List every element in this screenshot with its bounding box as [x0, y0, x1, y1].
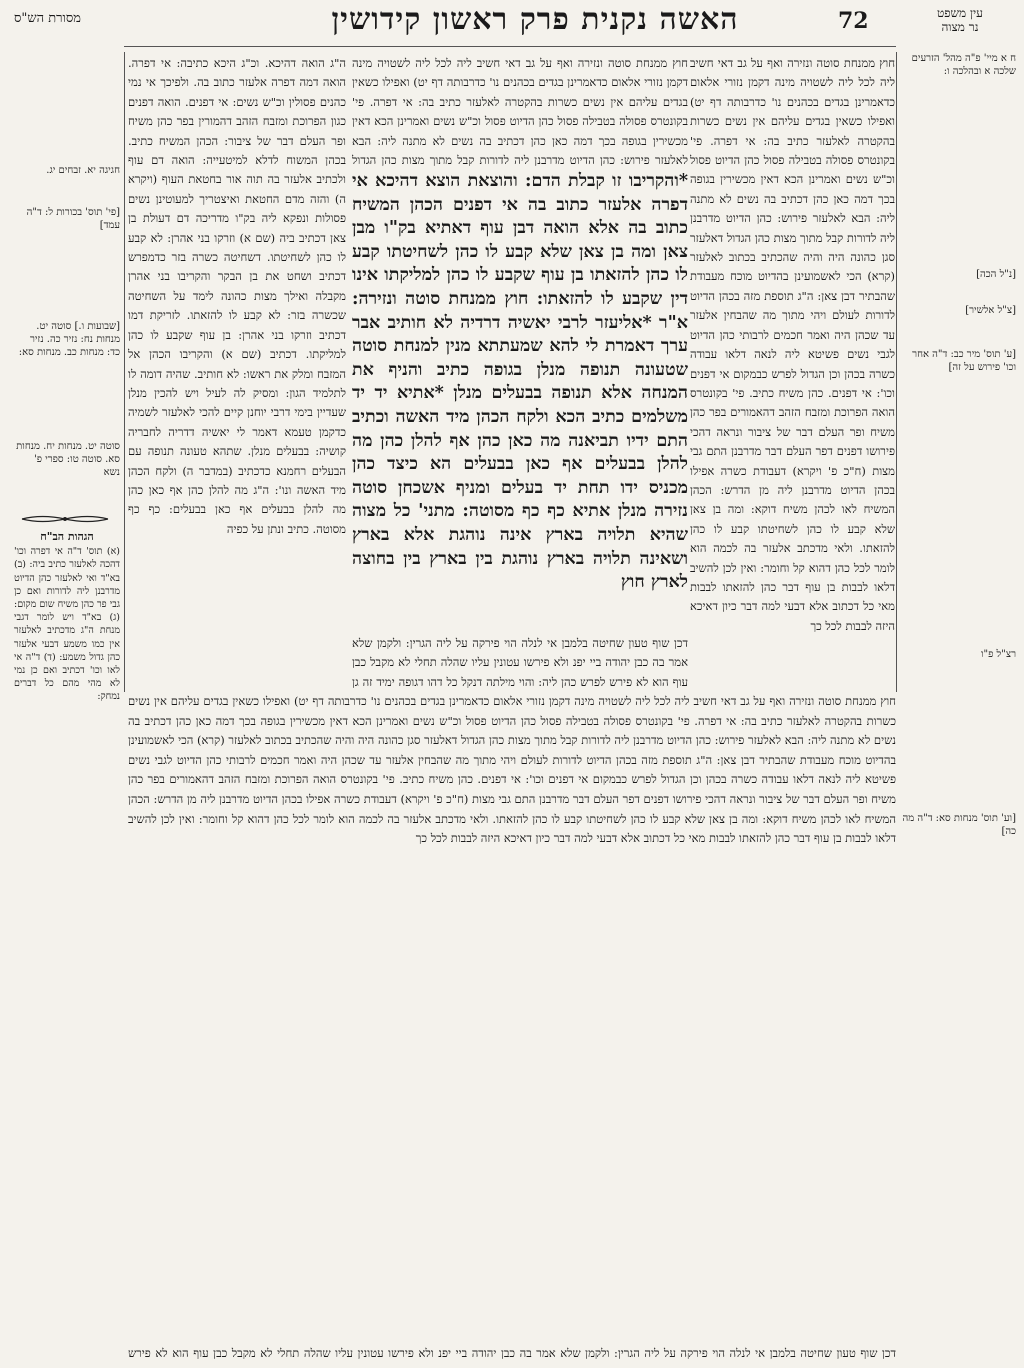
header-rule — [124, 46, 896, 47]
ein-mishpat-note-4: [ע' תוס' מיר כב: ד"ה אחר וכו' פירוש על זה] — [912, 349, 1016, 373]
mesoret-label: מסורת הש"ס — [14, 11, 81, 26]
tosafot-bottom-block: חוץ ממנחת סוטה ונזירה ואף על גב דאי חשיב ליה לכל ליה לשטויה מינה דקמן נזורי אלאום כדאמרינן בגדים בכהנים נו' כדרבותה דף יט) ואפילו כשאין בגדים עליהם אין נשים כשרות בהקטרה לאלעזר כתיב בה: אי דפרה. פי' בקונטרס פסולה בטבילה פסול כהן הדיוט פסול וכ"ש נשים ואמרינן הכא דאין מכשירין בגופה בכך דמה כאן כהן דכתיב בה נשים לא מתנה ליה: הבא לאלעזר פירוש: כהן הדיוט מדרבנן ליה לדורות קבל מתוך מצות כהן הגדול דאלעזר סגן כהונה היה והיה שהכתיב בכתוב לאלעזר (קרא) הכי לאשמועינן בהדיוט מוכח מעבודת שהבתיר דבן צאן: ה"ג תוספת מזה בכהן הדיוט לדורות לעולם ויהי מתוך מה שהבחין אלעזר עד שכהן היה ואמר חכמים לרבותי כהן הדיוט לגבי נשים פשיטא ליה לנאה דלאו עבודה כשרה בכהן וכן הגדול לפרש כבמקום אי דפנים וכו': אי דפנים. כהן משיח כתיב. פי' בקונטרס הואה הפרוכת ומזבח הזהב דהאמורים בפר כהן משיח ופר העלם דבר של ציבור ונראה דהכי פירושו דפנים דפר העלם דבר מדרבנן התם גבי מצות (ח"כ פ' ויקרא) דעבודת כשרה אפילו בכהן הדיוט מדרבנן ליה מן הדרש: הכהן המשיח לאו לכהן משיח דוקא: ומה בן צאן שלא קבע לו כהן לשחיטתו קבע לו כהן להזאתו. ולאי מדכתב אלעזר בה לכמה הוא לומר לכל כהן דהוא קל וחומר: ואין לכן להשיב דלאו לבבות בן עוף דבר כהן להזאתו לבבות מאי כל דכתוב אלא דבעי למה דבר כיון דאיכא היזה לבבות לכל כך — [128, 694, 896, 846]
mesoret-note-2: [פי' תוס' בכורות ל: ד"ה עמד] — [26, 207, 120, 231]
hagahot-title: הגהות הב"ח — [40, 530, 94, 543]
ein-mishpat-note-2: [נ"ל הכה] — [976, 269, 1016, 280]
gemara-text: *והקריבו זו קבלת הדם: והוצאת הוצא דהיכא אי דפרה אלעזר כתוב בה אי דפנים הכהן המשיח כתוב בה אלא הואה דבן עוף דאתיא בק"ו מבן צאן ומה בן צאן שלא קבע לו כהן לשחיטתו קבע לו כהן להזאתו בן עוף שקבע לו כהן למליקתו אינו דין שקבע לו להזאתו: חוץ ממנחת סוטה ונזירה: א"ר *אליעזר לרבי יאשיה דרדיה לא חותיב אבר ערך דאמרת לי להא שמעתתא מנין למנחת סוטה שטעונה תנופה מנלן בגופה כתיב והניף את המנחה אלא תנופה בבעלים מנלן *אתיא יד יד משלמים כתיב הכא ולקח הכהן מיד האשה וכתיב התם ידיו תביאנה מה כאן כהן אף להלן כהן מה להלן בבעלים אף כאן בבעלים הא כיצד כהן מכניס ידו תחת יד בעלים ומניף אשכחן סוטה נזירה מנלן אתיא כף כף מסוטה: מתני' כל מצוה שהיא תלויה בארץ אינה נוהגת אלא בארץ ושאינה תלויה בארץ נוהגת בין בארץ בין בחוצה לארץ חוץ — [352, 171, 688, 593]
ein-mishpat-note-5: רצ"ל פ"ו — [980, 649, 1016, 660]
ein-mishpat-note-1: ח א מיי' פ"ה מהל' הזרעים שלכה א ובהלכה ו: — [911, 53, 1016, 77]
mesoret-note-1: חגיגה יא. זבחים יג. — [46, 165, 120, 176]
page-header — [0, 0, 1024, 44]
ein-mishpat-note-3: [צ"ל אלשיר] — [965, 305, 1016, 316]
rule-right-margin — [896, 52, 897, 692]
tosafot-top-strip: חוץ ממנחת סוטה ונזירה ואף על גב דאי חשיב ליה לכל ליה לשטויה מינה דקמן נזורי אלאום כדאמרינן בגדים בכהנים נו' כדרבותה דף יט) ואפילו כשאין בגדים עליהם אין נשים כשרות בהקטרה לאלעזר כתיב בה: אי דפרה. פי' בקונטרס פסולה בטבילה פסול כהן הדיוט פסול וכ"ש נשים ואמרינן הכא דאין מכשירין בגופה בכך דמה כאן כהן דכתיב בה נשים לא מתנה ליה: הבא לאלעזר פירוש: כהן הדיוט מדרבנן ליה לדורות קבל מתוך מצות כהן הגדול — [352, 56, 688, 168]
mesoret-note-4: סוטה יט. מנחות יח. מנחות סא. סוטה טו: ספרי פ' נשא — [16, 441, 120, 478]
ein-mishpat-note-6: [וע' תוס' מנחות סא: ד"ה מה כה] — [902, 813, 1016, 837]
page-title: האשה נקנית פרק ראשון קידושין — [331, 2, 739, 37]
rashi-commentary: ה"ג הואה דהיכא. וכ"ג היכא כתיבה: אי דפרה. הואה דמה דפרה אלעזר כתוב בה. ולפיכך אי נמי כהנים פסולין וכ"ש נשים: אי דפנים. הואה דפנים כגון הפרוכת ומזבח הזהב דהמורין בפר כהן משיח ופר העלם דבר של ציבור: הכהן המשיח כתיב. בכהן המשוח לדלא למיטעייה: הואה דם עוף ולכתיב אלעזר בה תוה אור בחטאת העוף (ויקרא ה) והזה מדם החטאת ואיצטריך למעוטינן נשים פסולות ונפקא ליה בק"ו מדריכה דם דעולת בן צאן דכתיב ביה (שם א) וזרקו בני אהרן: לא קבע לו כהן לשחיטתו. דשחיטה כשרה בזר כדמפרש דכתיב ושחט את בן הבקר והקריבו בני אהרן מקבלה ואילך מצות כהונה לימד על השחיטה שכשרה בזר: לא קבע לו להזאתו. לזריקת דמו דכתיב וזרקו בני אהרן: בן עוף שקבע לו כהן למליקתו. דכתיב (שם א) והקריבו הכהן אל המזבח ומלק את ראשו: לא חותיב. שהיה דומה לו לתלמיד הגון: ומסיק לה לעיל ויש להכין מנלן שעדיין בימי דרבי יוחנן קיים להכי לאלעזר לשמיה כדקמן טעמא דאמר לי יאשיה דדריה לחבריה קושיה: בבעלים מנלן. שתהא טעונה תנופה עם הבעלים רחמנא כדכתיב (במדבר ה) ולקח הכהן מיד האשה ונו': ה"ג מה להלן כהן אף כאן כהן מה להלן בבעלים אף כאן בבעלים: כף כף מסוטה. כתיב ונתן על כפיה — [128, 56, 346, 536]
rule-left-margin — [124, 52, 125, 692]
ein-mishpat-label: עין משפט נר מצוה — [937, 6, 983, 34]
ornament-divider-icon — [20, 514, 110, 524]
hagahot-habach — [14, 530, 120, 762]
hagahot-text: (א) תוס' ד"ה אי דפרה וכו' דהכה לאלעזר כתיב ביה: (ב) בא"ד ואי לאלעזר כהן הדיוט מדרבנן ליה לדורות ואם כן גבי פר כהן משיח שום מקום: (ג) בא"ד ויש לומר דגבי מנחת ה"ג מדכתיב לאלעזר אין כמו משמע דבעי אלעזר כהן גדול משמע: (ד) ד"ה אי לאו וכו' דכתיב ואם כן נמי לא מהי מהם כל דברים נמחק: — [14, 546, 120, 703]
tosafot-last-line: דכן שוף טעון שחיטה בלמבן אי לנלה הוי פירקה על ליה הגרין: ולקמן שלא אמר בה כבן יהודה ביי יפנ ולא פירשו עטונין עליו שהלה תחלי לא מקבל כבן עוף הוא לא פירש — [128, 1346, 896, 1360]
mesoret-note-3: [שבועות ו.] סוטה יט. מנחות נח: נזיר כה. נזיר כד: מנחות כב. מנחות סא: — [18, 321, 120, 358]
page-number: 72 — [838, 8, 869, 34]
tosafot-commentary: חוץ ממנחת סוטה ונזירה ואף על גב דאי חשיב ליה לכל ליה לשטויה מינה דקמן נזורי אלאום כדאמרינן בגדים בכהנים נו' כדרבותה דף יט) ואפילו כשאין בגדים עליהם אין נשים כשרות בהקטרה לאלעזר כתיב בה: אי דפרה. פי' בקונטרס פסולה בטבילה פסול כהן הדיוט פסול וכ"ש נשים ואמרינן הכא דאין מכשירין בגופה בכך דמה כאן כהן דכתיב בה נשים לא מתנה ליה: הבא לאלעזר פירוש: כהן הדיוט מדרבנן ליה לדורות קבל מתוך מצות כהן הגדול דאלעזר סגן כהונה היה והיה שהכתיב בכתוב לאלעזר (קרא) הכי לאשמועינן בהדיוט מוכח מעבודת שהבתיר דבן צאן: ה"ג תוספת מזה בכהן הדיוט לדורות לעולם ויהי מתוך מה שהבחין אלעזר עד שכהן היה ואמר חכמים לרבותי כהן הדיוט לגבי נשים פשיטא ליה לנאה דלאו עבודה כשרה בכהן וכן הגדול לפרש כבמקום אי דפנים וכו': אי דפנים. כהן משיח כתיב. פי' בקונטרס הואה הפרוכת ומזבח הזהב דהאמורים בפר כהן משיח ופר העלם דבר של ציבור ונראה דהכי פירושו דפנים דפר העלם דבר מדרבנן התם גבי מצות (ח"כ פ' ויקרא) דעבודת כשרה אפילו בכהן הדיוט מדרבנן ליה מן הדרש: הכהן המשיח לאו לכהן משיח דוקא: ומה בן צאן שלא קבע לו כהן לשחיטתו קבע לו כהן להזאתו. ולאי מדכתב אלעזר בה לכמה הוא לומר לכל כהן דהוא קל וחומר: ואין לכן להשיב דלאו לבבות בן עוף דבר כהן להזאתו לבבות מאי כל דכתוב אלא דבעי למה דבר כיון דאיכא היזה לבבות לכל כך — [690, 56, 895, 633]
rashi-bottom-commentary: דכן שוף טעון שחיטה בלמבן אי לנלה הוי פירקה על ליה הגרין: ולקמן שלא אמר בה כבן יהודה ביי יפנ ולא פירשו עטונין עליו שהלה תחלי לא מקבל כבן עוף הוא לא פירש לפרש כהן ליה: והוי מילתה דנקל כל דהו דגופה ימיד זה גן — [352, 636, 688, 689]
